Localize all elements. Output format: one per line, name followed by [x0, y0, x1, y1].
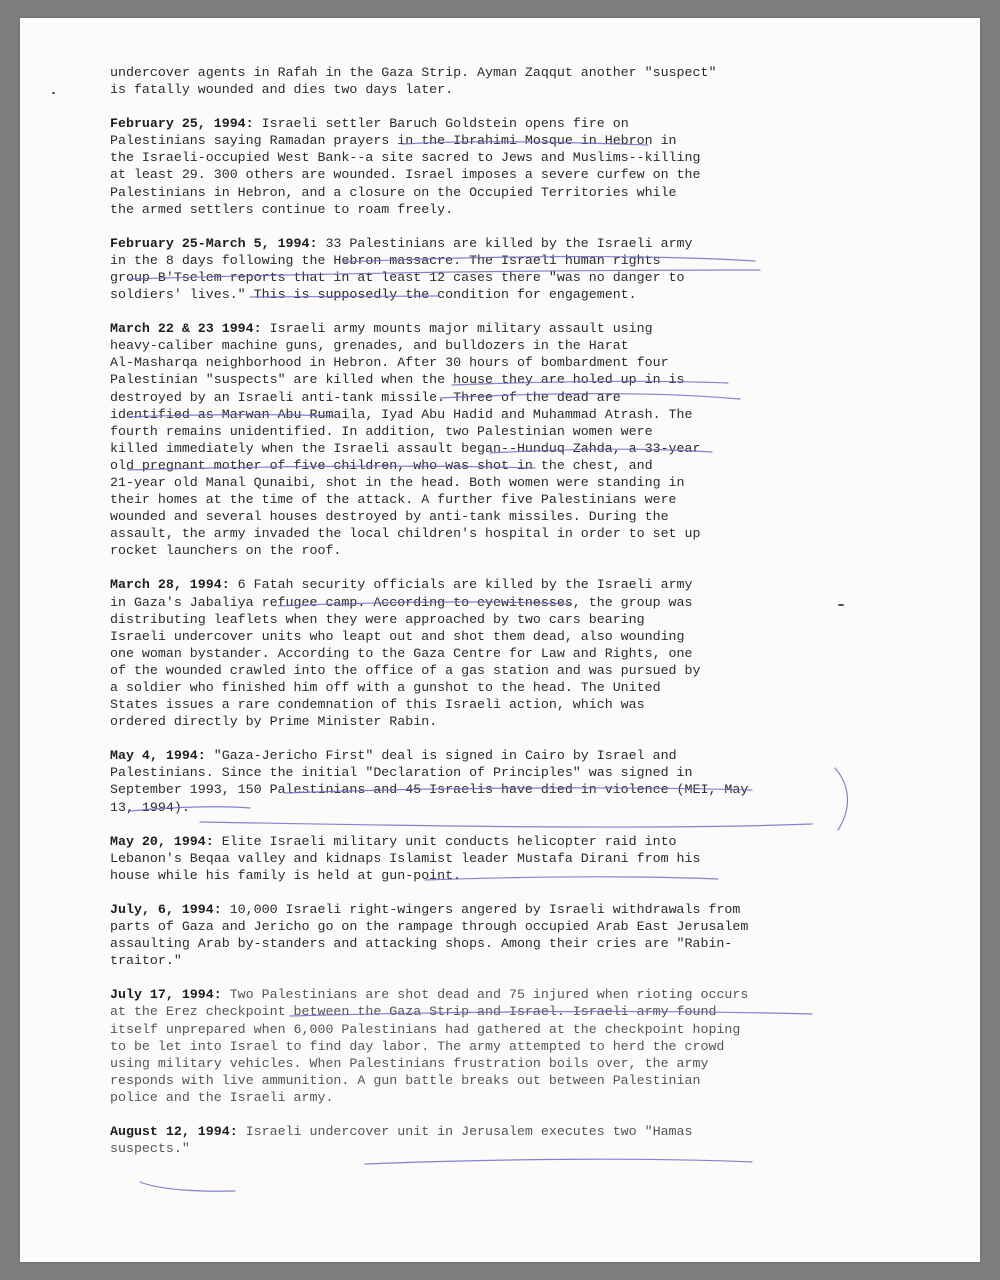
- entry-date: May 20, 1994:: [110, 833, 214, 849]
- entry-text: Elite Israeli military unit conducts helicopter raid into Lebanon's Beqaa valley and kidnaps Islamist leader Mustafa Dirani from his house while his family is held at gun-point.: [110, 833, 701, 883]
- entry-text: Israeli undercover unit in Jerusalem executes two "Hamas suspects.": [110, 1123, 693, 1157]
- timeline-entry: [110, 235, 810, 303]
- entry-text: 6 Fatah security officials are killed by the Israeli army in Gaza's Jabaliya refugee camp. According to eyewitnesses, the group was distributing leaflets when they were approached by two cars bearing Israeli undercover units who leapt out and shot them dead, also wounding one woman bystander. According to the Gaza Centre for Law and Rights, one of the wounded crawled into the office of a gas station and was pursued by a soldier who finished him off with a gunshot to the head. The United States issues a rare condemnation of this Israeli action, which was ordered directly by Prime Minister Rabin.: [110, 577, 701, 730]
- timeline-entry: [110, 320, 810, 559]
- timeline-entry: [110, 833, 810, 884]
- timeline-entry: [110, 576, 810, 730]
- entry-date: July 17, 1994:: [110, 987, 222, 1003]
- entry-date: February 25-March 5, 1994:: [110, 235, 318, 251]
- entry-date: July, 6, 1994:: [110, 901, 222, 917]
- timeline-entry: [110, 115, 810, 218]
- entry-date: March 22 & 23 1994:: [110, 321, 262, 337]
- entry-text: Two Palestinians are shot dead and 75 injured when rioting occurs at the Erez checkpoint between the Gaza Strip and Israel. Israeli army found itself unprepared when 6,000 Palestinians had gathered at the checkpoint hoping to be let into Israel to find day labor. The army attempted to herd the crowd using military vehicles. When Palestinians frustration boils over, the army responds with live ammunition. A gun battle breaks out between Palestinian police and the Israeli army.: [110, 987, 749, 1105]
- paper-speck: [838, 604, 844, 606]
- timeline-entry: [110, 747, 810, 815]
- entry-text: "Gaza-Jericho First" deal is signed in Cairo by Israel and Palestinians. Since the initial "Declaration of Principles" was signed in September 1993, 150 Palestinians and 45 Israelis have died in violence (MEI, May 13, 1994).: [110, 748, 749, 815]
- timeline-entry: [110, 1123, 810, 1157]
- entry-text: 10,000 Israeli right-wingers angered by Israeli withdrawals from parts of Gaza and Jericho go on the rampage through occupied Arab East Jerusalem assaulting Arab by-standers and attacking shops. Among their cries are "Rabin- traitor.": [110, 901, 749, 969]
- entry-date: February 25, 1994:: [110, 116, 254, 132]
- intro-paragraph: undercover agents in Rafah in the Gaza Strip. Ayman Zaqqut another "suspect" is fatally wounded and dies two days later.: [110, 65, 717, 98]
- entry-date: August 12, 1994:: [110, 1123, 238, 1139]
- entry-text: Israeli settler Baruch Goldstein opens fire on Palestinians saying Ramadan prayers in the Ibrahimi Mosque in Hebron in the Israeli-occupied West Bank--a site sacred to Jews and Muslims--killing at least 29. 300 others are wounded. Israel imposes a severe curfew on the Palestinians in Hebron, and a closure on the Occupied Territories while the armed settlers continue to roam freely.: [110, 116, 701, 217]
- timeline-entry: [110, 901, 810, 969]
- paper-speck: [52, 92, 55, 94]
- entry-text: Israeli army mounts major military assault using heavy-caliber machine guns, grenades, and bulldozers in the Harat Al-Masharqa neighborhood in Hebron. After 30 hours of bombardment four Palestinian "suspects" are killed when the house they are holed up in is destroyed by an Israeli anti-tank missile. Three of the dead are identified as Marwan Abu Rumaila, Iyad Abu Hadid and Muhammad Atrash. The fourth remains unidentified. In addition, two Palestinian women were killed immediately when the Israeli assault began--Hunduq Zahda, a 33-year old pregnant mother of five children, who was shot in the chest, and 21-year old Manal Qunaibi, shot in the head. Both women were standing in their homes at the time of the attack. A further five Palestinians were wounded and several houses destroyed by anti-tank missiles. During the assault, the army invaded the local children's hospital in order to set up rocket launchers on the roof.: [110, 321, 701, 559]
- timeline-entry: [110, 986, 810, 1106]
- entry-date: May 4, 1994:: [110, 748, 206, 764]
- entry-date: March 28, 1994:: [110, 577, 230, 593]
- document-body: [110, 64, 810, 1174]
- entry-text: 33 Palestinians are killed by the Israeli army in the 8 days following the Hebron massacre. The Israeli human rights group B'Tselem reports that in at least 12 cases there "was no danger to soldiers' lives." This is supposedly the condition for engagement.: [110, 235, 693, 303]
